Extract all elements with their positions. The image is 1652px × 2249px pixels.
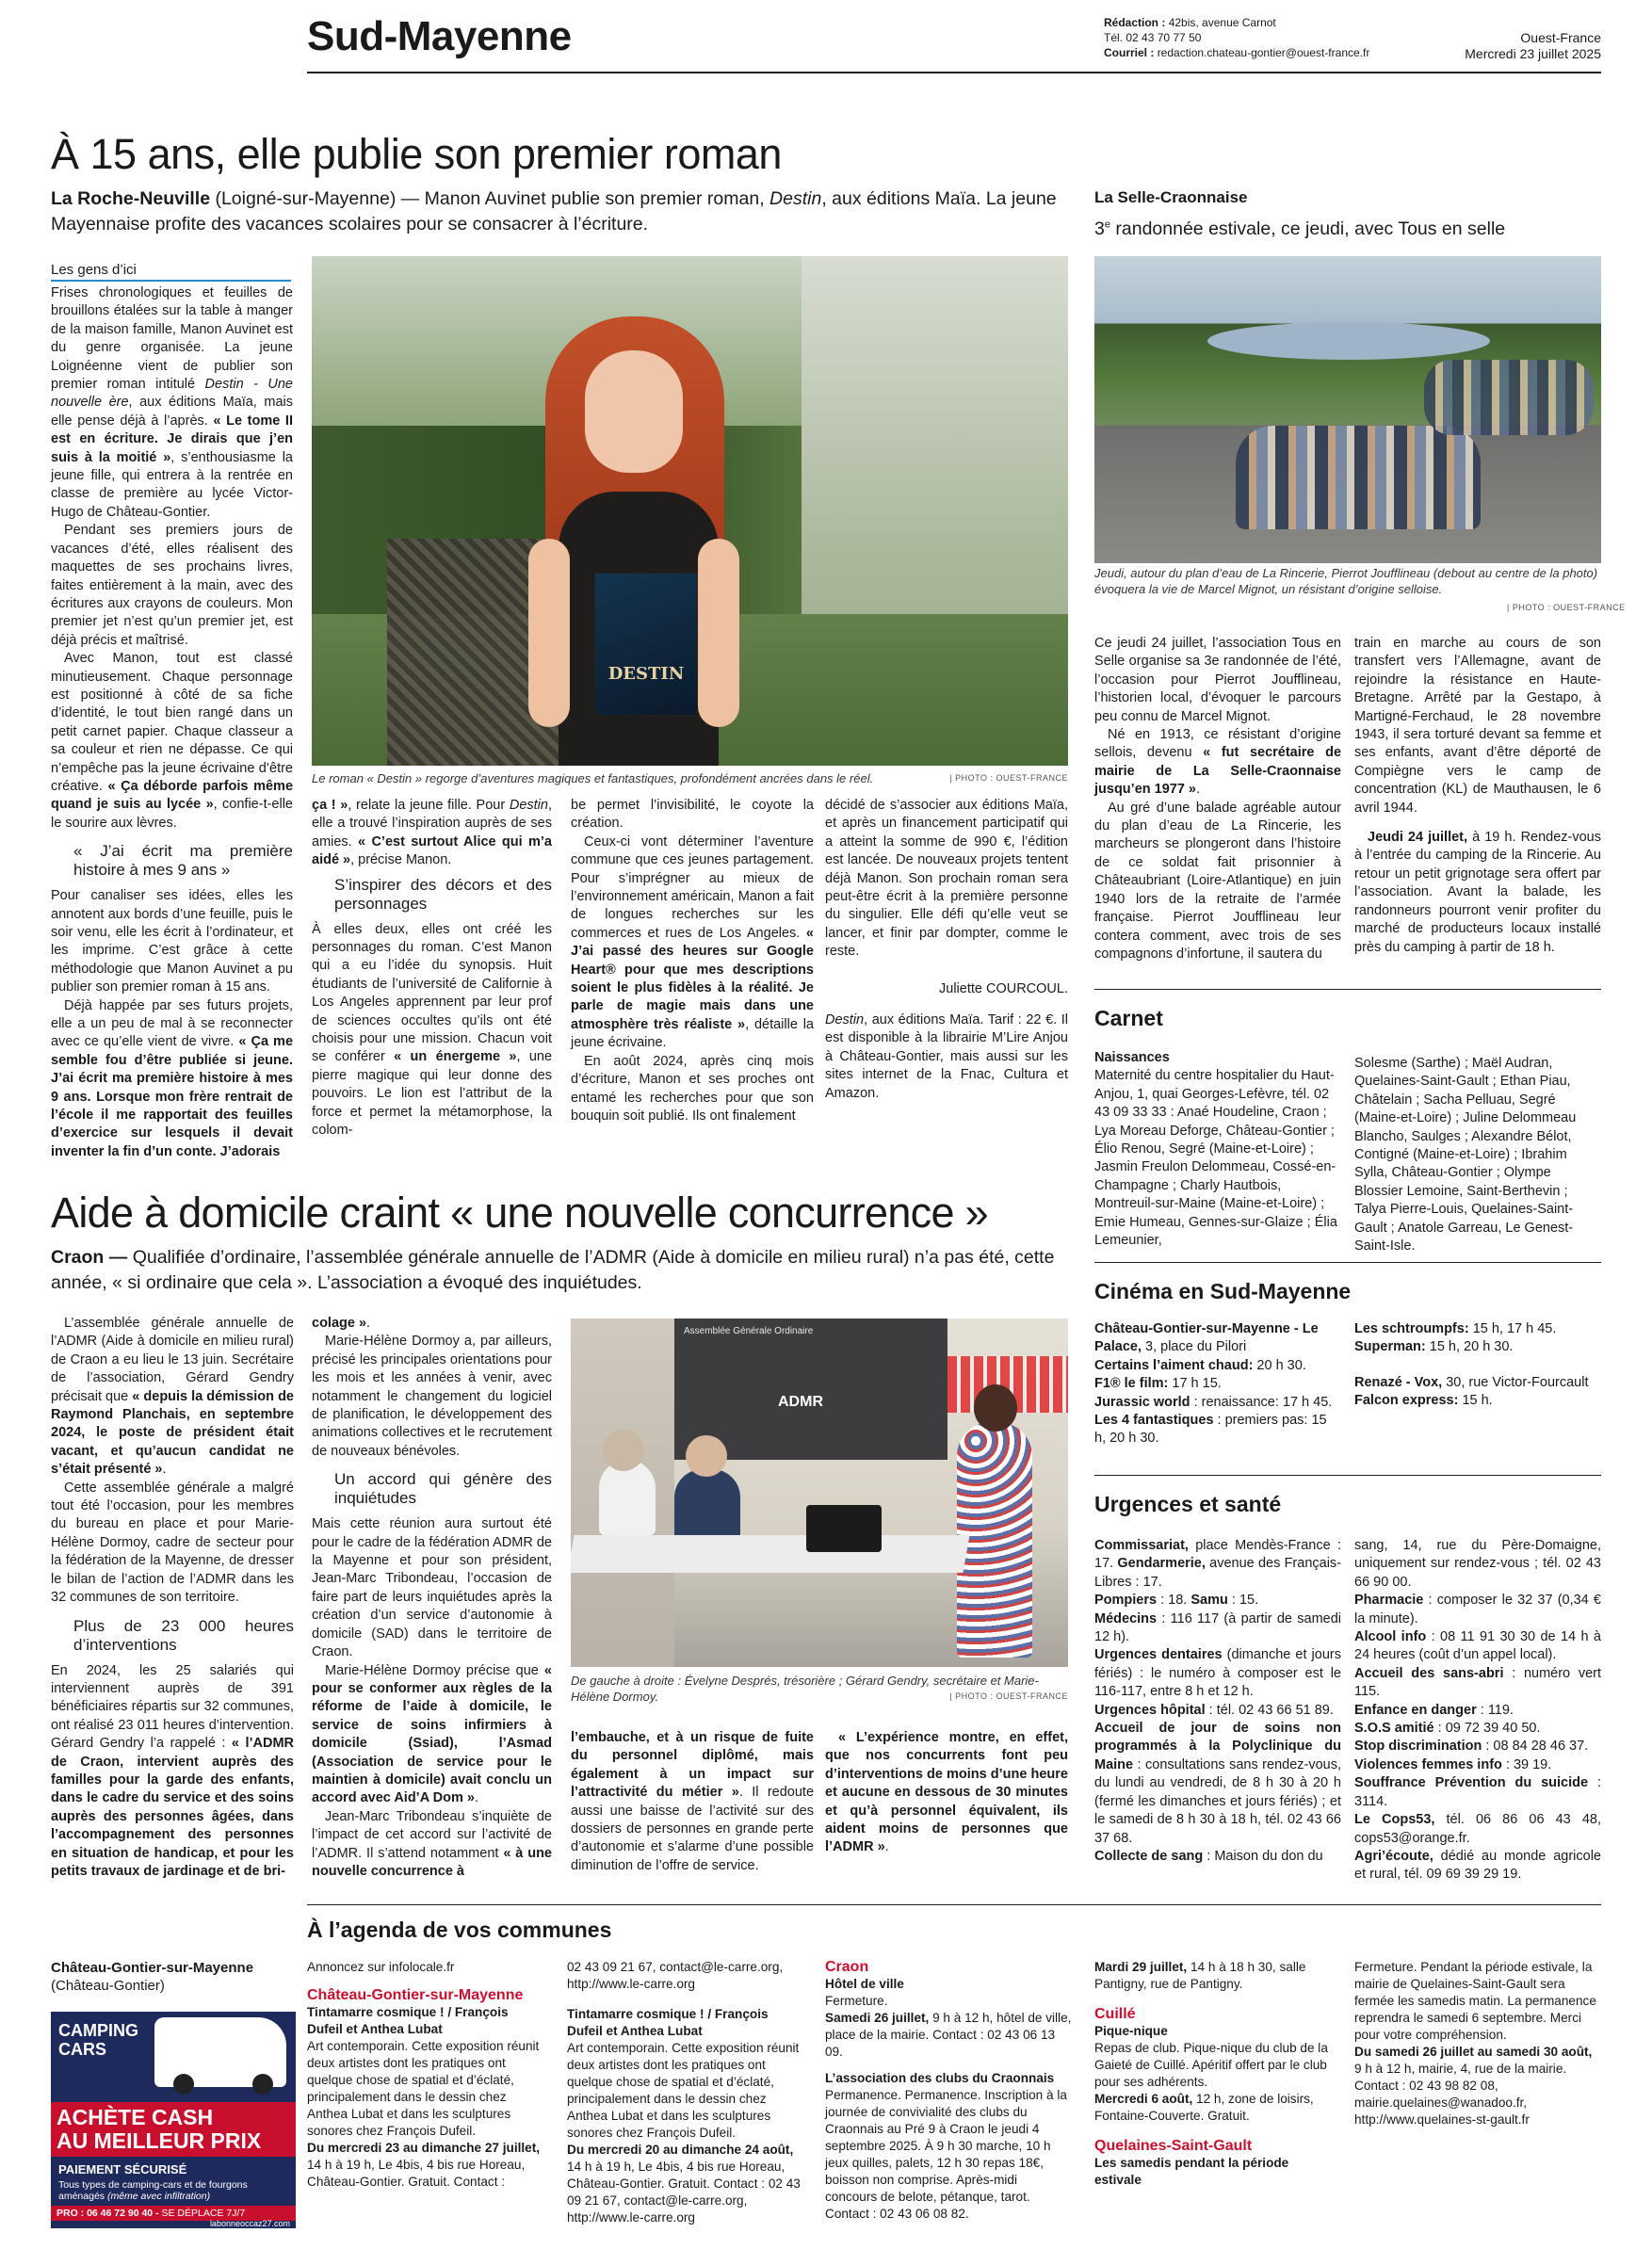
selle-col2: train en marche au cours de son transfert vers l’Allemagne, avant de rejoindre la résistance en Haute-Bretagne. Arrêté par la Gestapo, à Martigné-Ferchaud, le 28 novembre 1943, il sera torturé devant sa femme et ses enfants, avant d’être déporté de Compiègne vers le camp de concentration (KL) de Mauthausen, le 6 avril 1944. Jeudi 24 juillet, à 19 h. Rendez-vous à l’entrée du camping de la Rincerie. Au retour un petit grignotage sera offert par l’association. Avant la balade, les randonneurs pourront venir profiter du marché de producteurs locaux installé près du camping à partir de 18 h. bbox=[1354, 636, 1602, 955]
carnet-title: Carnet bbox=[1094, 1006, 1163, 1030]
article2-lead: Craon — Qualifiée d’ordinaire, l’assemblée générale annuelle de l’ADMR (Aide à domicile en milieu rural) n’a pas été, cette année, « si ordinaire que cela ». L’association a évoqué des inquiétudes. bbox=[51, 1247, 1055, 1293]
agenda-col1: Château-Gontier-sur-Mayenne Tintamarre cosmique ! / François Dufeil et Anthea Lubat Art contemporain. Cette exposition réunit deux artistes dont les pratiques ont quelque chose de spatial et d’éclaté, principalement dans le dessin chez Anthea Lubat et dans les sculptures sonores chez François Dufeil. Du mercredi 23 au dimanche 27 juillet, 14 h à 19 h, Le 4bis, 4 bis rue Horeau, Château-Gontier. Gratuit. Contact : bbox=[307, 1987, 541, 2189]
agenda-col3: Craon Hôtel de ville Fermeture. Samedi 26 juillet, 9 h à 12 h, hôtel de ville, place de la mairie. Contact : 02 43 06 13 09. L’association des clubs du Craonnais Permanence. Permanence. Inscription à la journée de convivialité des clubs du Craonnais au Pré 9 à Craon le jeudi 4 septembre 2025. À 9 h 30 marche, 10 h jeux quilles, palets, 12 h 30 repas 18€, boisson non comprise. Après-midi concours de belote, pétanque, tarot. Contact : 02 43 06 08 82. bbox=[825, 1959, 1072, 2221]
article1-col4: décidé de s’associer aux éditions Maïa, et après un financement participatif qui a atteint la somme de 990 €, l’édition est lancée. De nouveaux projets tentent déjà Manon. Son prochain roman sera peut-être écrit à la première personne du singulier. Elle défi qu’elle veut se lancer, et finir par dompter, comme le reste. Juliette COURCOUL. Destin, aux éditions Maïa. Tarif : 22 €. Il est disponible à la librairie M’Lire Anjou à Château-Gontier, mais aussi sur les sites internet de la Fnac, Cultura et Amazon. bbox=[825, 798, 1068, 1101]
film-row: Les 4 fantastiques : premiers pas: 15 h, 20 h 30. bbox=[1094, 1413, 1327, 1447]
urgences-title: Urgences et santé bbox=[1094, 1492, 1282, 1516]
article-headline: À 15 ans, elle publie son premier roman bbox=[51, 130, 782, 178]
masthead-date: Ouest-France Mercredi 23 juillet 2025 bbox=[1465, 30, 1601, 61]
article1-col2: ça ! », relate la jeune fille. Pour Destin, elle a trouvé l’inspiration auprès de ses amies. « C’est surtout Alice qui m’a aidé », précise Manon. S’inspirer des décors et des personnages À elles deux, elles ont créé les personnages du roman. C’est Manon qui a eu l’idée du synopsis. Huit étudiants de l’université de Californie à Los Angeles apprennent par leur prof de sciences occultes qu’ils ont été choisis pour une mission. Chacun voit se conférer « un énergeme », une pierre magique qui leur donne des pouvoirs. Le lion est l’attribut de la force et permet la métamorphose, la colom- bbox=[312, 798, 553, 1139]
article2-col1: L’assemblée générale annuelle de l’ADMR (Aide à domicile en milieu rural) de Craon a eu lieu le 13 juin. Secrétaire de l’association, Gérard Gendry précisait que « depuis la démission de Raymond Planchais, en septembre 2024, le poste de président était vacant, et qu’aucun candidat ne s’était présenté ». Cette assemblée générale a malgré tout été l’occasion, pour les membres du bureau en place et pour Marie-Hélène Dormoy, cadre de secteur pour la fédération de la Mayenne, de dresser le bilan de l’action de l’ADMR dans les 32 communes de son territoire. Plus de 23 000 heures d’interventions En 2024, les 25 salariés qui interviennent auprès de 391 bénéficiaires répartis sur 32 communes, ont réalisé 23 011 heures d’intervention. Gérard Gendry l’a rappelé : « l’ADMR de Craon, intervient auprès des familles pour la garde des enfants, dans le cadre du service et des soins auprès des personnes âgées, dans l’accompagnement des personnes en situation de handicap, et pour les petits travaux de jardinage et de bri- bbox=[51, 1316, 294, 1879]
photo-author bbox=[312, 256, 1068, 766]
section-title: Sud-Mayenne bbox=[307, 13, 572, 59]
article2-headline: Aide à domicile craint « une nouvelle concurrence » bbox=[51, 1189, 988, 1237]
article1-col3: be permet l’invisibilité, le coyote la création. Ceux-ci vont déterminer l’aventure commune que ces jeunes partagement. Pour s’imprégner au mieux de l’environnement américain, Manon a fait de longues recherches sur les commerces et rues de Los Angeles. « J’ai passé des heures sur Google Heart® pour que mes descriptions soient le plus fidèles à la réalité. Je parle de magie mais dans une atmosphère très réaliste », détaille la jeune écrivaine. En août 2024, après cinq mois d’écriture, Manon et ses proches ont entamé les recherches pour que son bouquin soit publié. Ils ont finalement bbox=[571, 798, 814, 1124]
urgences-col1: Commissariat, place Mendès-France : 17. Gendarmerie, avenue des Français-Libres : 17. Pompiers : 18. Samu : 15. Médecins : 116 117 (à partir de samedi 12 h). Urgences dentaires (dimanche et jours fériés) : le numéro à composer est le 116-117, entre 8 h et 12 h. Urgences hôpital : tél. 02 43 66 51 89. Accueil de jour de soins non programmés à la Polyclinique du Maine : consultations sans rendez-vous, du lundi au vendredi, de 8 h 30 à 20 h (fermé les dimanches et jours fériés) ; et le samedi de 8 h 30 à 18 h, tél. 02 43 66 37 68. Collecte de sang : Maison du don du bbox=[1094, 1538, 1342, 1864]
selle-place: La Selle-Craonnaise bbox=[1094, 188, 1248, 206]
film-row: Jurassic world : renaissance: 17 h 45. bbox=[1094, 1394, 1333, 1410]
selle-col1: Ce jeudi 24 juillet, l’association Tous en Selle organise sa 3e randonnée de l’été, l’occasion pour Pierrot Joufflineau, l’historien local, d’évoquer le parcours peu connu de Marcel Mignot. Né en 1913, ce résistant d’origine sellois, devenu « fut secrétaire de mairie de La Selle-Craonnaise jusqu’en 1977 ». Au gré d’une balade agréable autour du plan d’eau de La Rincerie, les marcheurs se plongeront dans l’histoire de ce soldat fait prisonnier à Châteaubriant (Loire-Atlantique) en juin 1940 lors de la retraite de l’armée française. Pierrot Joufflineau leur contera comment, avec trois de ses compagnons d’infortune, il sautera du bbox=[1094, 636, 1342, 962]
camping-car-ad[interactable]: CAMPING CARS ACHÈTE CASH AU MEILLEUR PRIX PAIEMENT SÉCURISÉ Tous types de camping-cars et de fourgons aménagés (même avec infiltration) PRO : 06 46 72 90 40 - SE DÉPLACE 7J/7 labonneoccaz27.com bbox=[51, 2012, 296, 2228]
article-lead: La Roche-Neuville (Loigné-sur-Mayenne) — Manon Auvinet publie son premier roman, Destin, aux éditions Maïa. La jeune Mayennaise profite des vacances scolaires pour se consacrer à l’écriture. bbox=[51, 188, 1057, 235]
film-row: Certains l’aiment chaud: 20 h 30. bbox=[1094, 1357, 1306, 1373]
projection-screen: Assemblée Générale Ordinaire ADMR bbox=[674, 1319, 947, 1460]
article1-col1: Frises chronologiques et feuilles de brouillons étalées sur la table à manger de la maison famille, Manon Auvinet est du genre organisée. La jeune Loignéenne vient de publier son premier roman intitulé Destin - Une nouvelle ère, aux éditions Maïa, mais elle pense déjà à l’après. « Le tome II est en écriture. Je dirais que j’en suis à la moitié », s’enthousiasme la jeune fille, qui entrera à la rentrée en classe de première au lycée Victor-Hugo de Château-Gontier. Pendant ses premiers jours de vacances d’été, elles réalisent des maquettes de ses prochains livres, faites entièrement à la main, avec des écritures aux crayons de couleurs. Mon premier jet n’est qu’un premier jet, est déjà précis et maîtrisé. Avec Manon, tout est classé minutieusement. Chaque personnage est positionné à côté de sa fiche d’identité, le tout bien rangé dans un petit carnet papier. Chaque classeur a sa couleur et rien ne dépasse. Ce qui n’empêche pas la jeune écrivaine d’être créative. « Ça déborde parfois même quand je suis au lycée », confie-t-elle le sourire aux lèvres. « J’ai écrit ma première histoire à mes 9 ans » Pour canaliser ses idées, elles les annotent aux bords d’une feuille, puis le soir venu, elle les écrit à l’ordinateur, et les imprime. C’est grâce à cette méthodologie que Manon Auvinet a pu publier son premier roman à 15 ans. Déjà happée par ses futurs projets, elle a un peu de mal à se reconnecter avec ce qu’elle vient de vivre. « Ça me semble fou d’être publiée si jeune. J’ai écrit ma première histoire à mes 9 ans. Lorsque mon frère rentrait de l’école il me rapportait des feuilles d’exercice sur lesquels il devait inventer la fin d’un conte. J’adorais bbox=[51, 285, 294, 1159]
agenda-announce[interactable]: Annoncez sur infolocale.fr bbox=[307, 1960, 455, 1974]
agenda-col5: Fermeture. Pendant la période estivale, la mairie de Quelaines-Saint-Gault sera fermée les samedis matin. La permanence reprendra le samedi 6 septembre. Merci pour votre compréhension. Du samedi 26 juillet au samedi 30 août, 9 h à 12 h, mairie, 4, rue de la mairie. Contact : 02 43 98 82 08, mairie.quelaines@wanadoo.fr, http://www.quelaines-st-gault.fr bbox=[1354, 1960, 1596, 2127]
byline: Juliette COURCOUL. bbox=[939, 980, 1068, 996]
book-cover bbox=[594, 573, 698, 716]
film-row: Superman: 15 h, 20 h 30. bbox=[1354, 1339, 1514, 1355]
selle-credit: | PHOTO : OUEST-FRANCE bbox=[1507, 603, 1626, 612]
carnet-col2: Solesme (Sarthe) ; Maël Audran, Quelaines-Saint-Gault ; Ethan Piau, Châtelain ; Sacha Pelluau, Segré (Maine-et-Loire) ; Juline Delommeau Blancho, Saulges ; Alexandre Bélot, Contigné (Maine-et-Loire) ; Ibrahim Sylla, Château-Gontier ; Olympe Blossier Lemoine, Saint-Berthevin ; Talya Pierre-Louis, Quelaines-Saint-Gault ; Anatole Garreau, Le Genest-Saint-Isle. bbox=[1354, 1056, 1577, 1254]
film-row: Les schtroumpfs: 15 h, 17 h 45. bbox=[1354, 1321, 1557, 1336]
agenda-col4: Mardi 29 juillet, 14 h à 18 h 30, salle Pantigny, rue de Pantigny. Cuillé Pique-nique Repas de club. Pique-nique du club de la Gaieté de Cuillé. Apéritif offert par le club pour ses adhérents. Mercredi 6 août, 12 h, zone de loisirs, Fontaine-Couverte. Gratuit. Quelaines-Saint-Gault Les samedis pendant la période estivale bbox=[1094, 1960, 1328, 2187]
book-title: DESTIN bbox=[607, 664, 685, 684]
cinema-col1: Château-Gontier-sur-Mayenne - Le Palace, 3, place du Pilori Certains l’aiment chaud: 20 h 30. F1® le film: 17 h 15. Jurassic world : renaissance: 17 h 45. Les 4 fantastiques : premiers pas: 15 h, 20 h 30. bbox=[1094, 1320, 1341, 1448]
film-row: Falcon express: 15 h. bbox=[1354, 1393, 1493, 1409]
photo2-caption: De gauche à droite : Évelyne Després, trésorière ; Gérard Gendry, secrétaire et Marie-Hélène Dormoy. | PHOTO : OUEST-FRANCE bbox=[571, 1674, 1068, 1704]
urgences-col2: sang, 14, rue du Père-Domaigne, uniquement sur rendez-vous ; tél. 02 43 66 90 00. Pharmacie : composer le 32 37 (0,34 € la minute). Alcool info : 08 11 91 30 30 de 14 h à 24 heures (coût d’un appel local). Accueil des sans-abri : numéro vert 115. Enfance en danger : 119. S.O.S amitié : 09 72 39 40 50. Stop discrimination : 08 84 28 46 37. Violences femmes info : 39 19. Souffrance Prévention du suicide : 3114. Le Cops53, tél. 06 86 06 43 48, cops53@orange.fr. Agri’écoute, dédié au monde agricole et rural, tél. 09 69 39 29 19. bbox=[1354, 1538, 1602, 1883]
article2-col4: « L’expérience montre, en effet, que nos concurrents font peu d’interventions de moins d’une heure et aucune en dessous de 30 minutes et qu’à personnel équivalent, ils aident moins de personnes que l’ADMR ». bbox=[825, 1730, 1068, 1855]
cinema-col2: Les schtroumpfs: 15 h, 17 h 45. Superman: 15 h, 20 h 30. Renazé - Vox, 30, rue Victor-Fourcault Falcon express: 15 h. bbox=[1354, 1320, 1601, 1411]
agenda-title: À l’agenda de vos communes bbox=[307, 1917, 612, 1942]
photo-caption: Le roman « Destin » regorge d’aventures magiques et fantastiques, profondément ancrées dans le réel. | PHOTO : OUEST-FRANCE bbox=[312, 771, 1068, 785]
ad-place: Château-Gontier-sur-Mayenne (Château-Gontier) bbox=[51, 1960, 254, 1994]
photo-walkers bbox=[1094, 256, 1601, 563]
agenda-col2: 02 43 09 21 67, contact@le-carre.org, http://www.le-carre.org Tintamarre cosmique ! / François Dufeil et Anthea Lubat Art contemporain. Cette exposition réunit deux artistes dont les pratiques ont quelque chose de spatial et d’éclaté, principalement dans le dessin chez Anthea Lubat et dans les sculptures sonores chez François Dufeil. Du mercredi 20 au dimanche 24 août, 14 h à 19 h, Le 4bis, 4 bis rue Horeau, Château-Gontier. Gratuit. Contact : 02 43 09 21 67, contact@le-carre.org, http://www.le-carre.org bbox=[567, 1960, 801, 2225]
selle-headline: 3e randonnée estivale, ce jeudi, avec Tous en selle bbox=[1094, 218, 1506, 239]
article2-col2: colage ». Marie-Hélène Dormoy a, par ailleurs, précisé les principales orientations pour les mois et les années à venir, avec notamment le changement du logiciel de planification, le développement des animations collectives et le recrutement de nouveaux bénévoles. Un accord qui génère des inquiétudes Mais cette réunion aura surtout été pour le cadre de la fédération ADMR de la Mayenne et pour son président, Jean-Marc Tribondeau, l’occasion de faire part de leurs inquiétudes après la création d’un service d’autonomie à domicile (SAD) dans le territoire de Craon. Marie-Hélène Dormoy précise que « pour se conformer aux règles de la réforme de l’aide à domicile, le service de soins infirmiers à domicile (Ssiad), l’Asmad (Association de service pour le maintien à domicile) avait conclu un accord avec Aid’A Dom ». Jean-Marc Tribondeau s’inquiète de l’impact de cet accord sur l’activité de l’ADMR. Il s’attend notamment « à une nouvelle concurrence à bbox=[312, 1316, 553, 1879]
cinema-title: Cinéma en Sud-Mayenne bbox=[1094, 1279, 1352, 1303]
film-row: F1® le film: 17 h 15. bbox=[1094, 1376, 1222, 1392]
carnet-col1: Naissances Maternité du centre hospitalier du Haut-Anjou, 1, quai Georges-Lefèvre, tél. 02 43 09 33 33 : Anaé Houdeline, Craon ; Lya Moreau Deforge, Château-Gontier ; Élio Renou, Segré (Maine-et-Loire) ; Jasmin Freulon Delommeau, Cossé-en-Champagne ; Charly Hautbois, Montreuil-sur-Maine (Maine-et-Loire) ; Emie Humeau, Gennes-sur-Glaize ; Élia Lemeunier, bbox=[1094, 1050, 1337, 1249]
article2-col3: l’embauche, et à un risque de fuite du personnel diplômé, mais également à un impact sur l’attractivité du métier ». Il redoute aussi une baisse de l’activité sur des dossiers de personnes en grande perte d’autonomie et s’alarme d’une possible diminution de l’offre de service. bbox=[571, 1730, 815, 1873]
photo-meeting bbox=[571, 1319, 1068, 1667]
rubric: Les gens d’ici bbox=[51, 262, 291, 282]
selle-caption: Jeudi, autour du plan d’eau de La Rincerie, Pierrot Joufflineau (debout au centre de la photo) évoquera la vie de Marcel Mignot, un résistant d’origine selloise. bbox=[1094, 566, 1598, 596]
masthead-contacts: Rédaction : 42bis, avenue Carnot Tél. 02 43 70 77 50 Courriel : redaction.chateau-gontier@ouest-france.fr bbox=[1104, 16, 1370, 59]
